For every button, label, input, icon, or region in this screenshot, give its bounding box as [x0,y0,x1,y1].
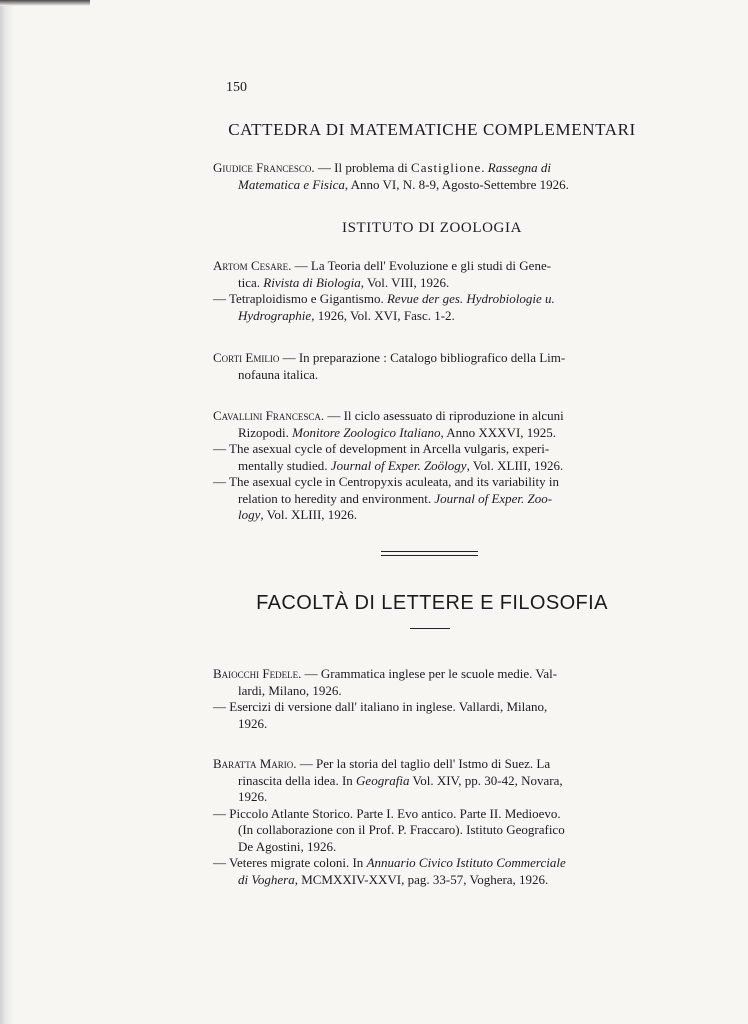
entry-text: mentally studied. [238,457,331,473]
journal-title: logy [238,507,261,522]
entry-corti [213,350,645,383]
section-heading-matematiche: CATTEDRA DI MATEMATICHE COMPLEMENTARI [228,120,636,139]
entry-text: , Vol. XLIII, 1926. [466,457,564,473]
entry-text: — Tetraploidismo e Gigantismo. [213,291,387,306]
entry-text: — In preparazione : Catalogo bibliografico della Lim- [279,350,566,365]
entry-text: rinascita della idea. In [238,772,357,788]
separator-rule [381,555,478,556]
journal-title: Rassegna di [487,160,551,175]
journal-title: Hydrographie [238,307,312,323]
entry-text: — Per la storia del taglio dell' Istmo di Suez. La [296,756,551,771]
journal-title: Revue der ges. Hydrobiologie u. [386,291,555,306]
entry-text: , Vol. VIII, 1926. [360,274,450,290]
entry-text: Rizopodi. [238,424,293,440]
journal-title: Rivista di Biologia [263,274,361,290]
entry-text: Vol. XIV, pp. 30-42, Novara, [409,772,563,788]
author-name: Baratta Mario. [213,756,297,771]
journal-title: Matematica e Fisica [238,176,345,192]
page-corner-mark [0,0,90,6]
entry-text: — Veteres migrate coloni. In [213,855,367,870]
entry-text: , 1926, Vol. XVI, Fasc. 1-2. [311,307,455,323]
entry-text: — Il problema di [314,160,412,175]
entry-text: , Anno XXXVI, 1925. [440,424,557,440]
entry-text: nofauna italica. [238,366,319,382]
entry-cavallini [213,408,645,524]
entry-text: tica. [238,274,264,290]
author-name: Artom Cesare. [213,258,292,273]
entry-text: — Piccolo Atlante Storico. Parte I. Evo antico. Parte II. Medioevo. [213,805,561,821]
entry-text: , Anno VI, N. 8-9, Agosto-Settembre 1926. [344,176,569,192]
section-heading-lettere: FACOLTÀ DI LETTERE E FILOSOFIA [256,592,608,614]
entry-text: De Agostini, 1926. [238,838,337,854]
journal-title: Annuario Civico Istituto Commerciale [366,855,566,870]
entry-text: . [481,160,488,175]
journal-title: Journal of Exper. Zoo- [434,490,553,506]
entry-text: — The asexual cycle in Centropyxis aculeata, and its variability in [213,474,559,489]
author-name: Cavallini Francesca. [213,408,325,423]
author-name: Baiocchi Fedele. [213,666,302,681]
section-heading-zoologia: ISTITUTO DI ZOOLOGIA [341,220,523,236]
journal-title: Geografia [356,772,410,788]
entry-text: lardi, Milano, 1926. [238,682,342,698]
page-edge-shadow [0,0,14,1024]
entry-text: — The asexual cycle of development in Arcella vulgaris, experi- [213,441,550,456]
entry-text: 1926. [238,715,268,731]
heading-underline [410,628,450,629]
entry-text: , Vol. XLIII, 1926. [260,507,358,522]
entry-text: — Grammatica inglese per le scuole medie. Val- [301,666,558,681]
separator-rule [381,551,478,552]
entry-text: — Il ciclo asessuato di riproduzione in alcuni [324,408,564,423]
entry-text: 1926. [238,789,268,804]
journal-title: di Voghera [238,871,295,887]
entry-baiocchi [213,666,645,732]
entry-text: Castiglione [411,160,482,175]
entry-text: — La Teoria dell' Evoluzione e gli studi di Gene- [291,258,552,273]
entry-text: relation to heredity and environment. [238,490,435,506]
page-number: 150 [226,80,247,95]
author-name: Corti Emilio [213,350,280,365]
journal-title: Monitore Zoologico Italiano [292,424,441,440]
entry-text: (In collaborazione con il Prof. P. Fraccaro). Istituto Geografico [238,822,565,837]
author-name: Giudice Francesco. [213,160,315,175]
entry-text: — Esercizi di versione dall' italiano in inglese. Vallardi, Milano, [213,699,548,714]
entry-giudice [213,160,645,193]
journal-title: Journal of Exper. Zoölogy [330,457,467,473]
entry-artom [213,258,645,324]
entry-baratta [213,756,645,888]
entry-text: , MCMXXIV-XXVI, pag. 33-57, Voghera, 1926. [294,871,549,887]
